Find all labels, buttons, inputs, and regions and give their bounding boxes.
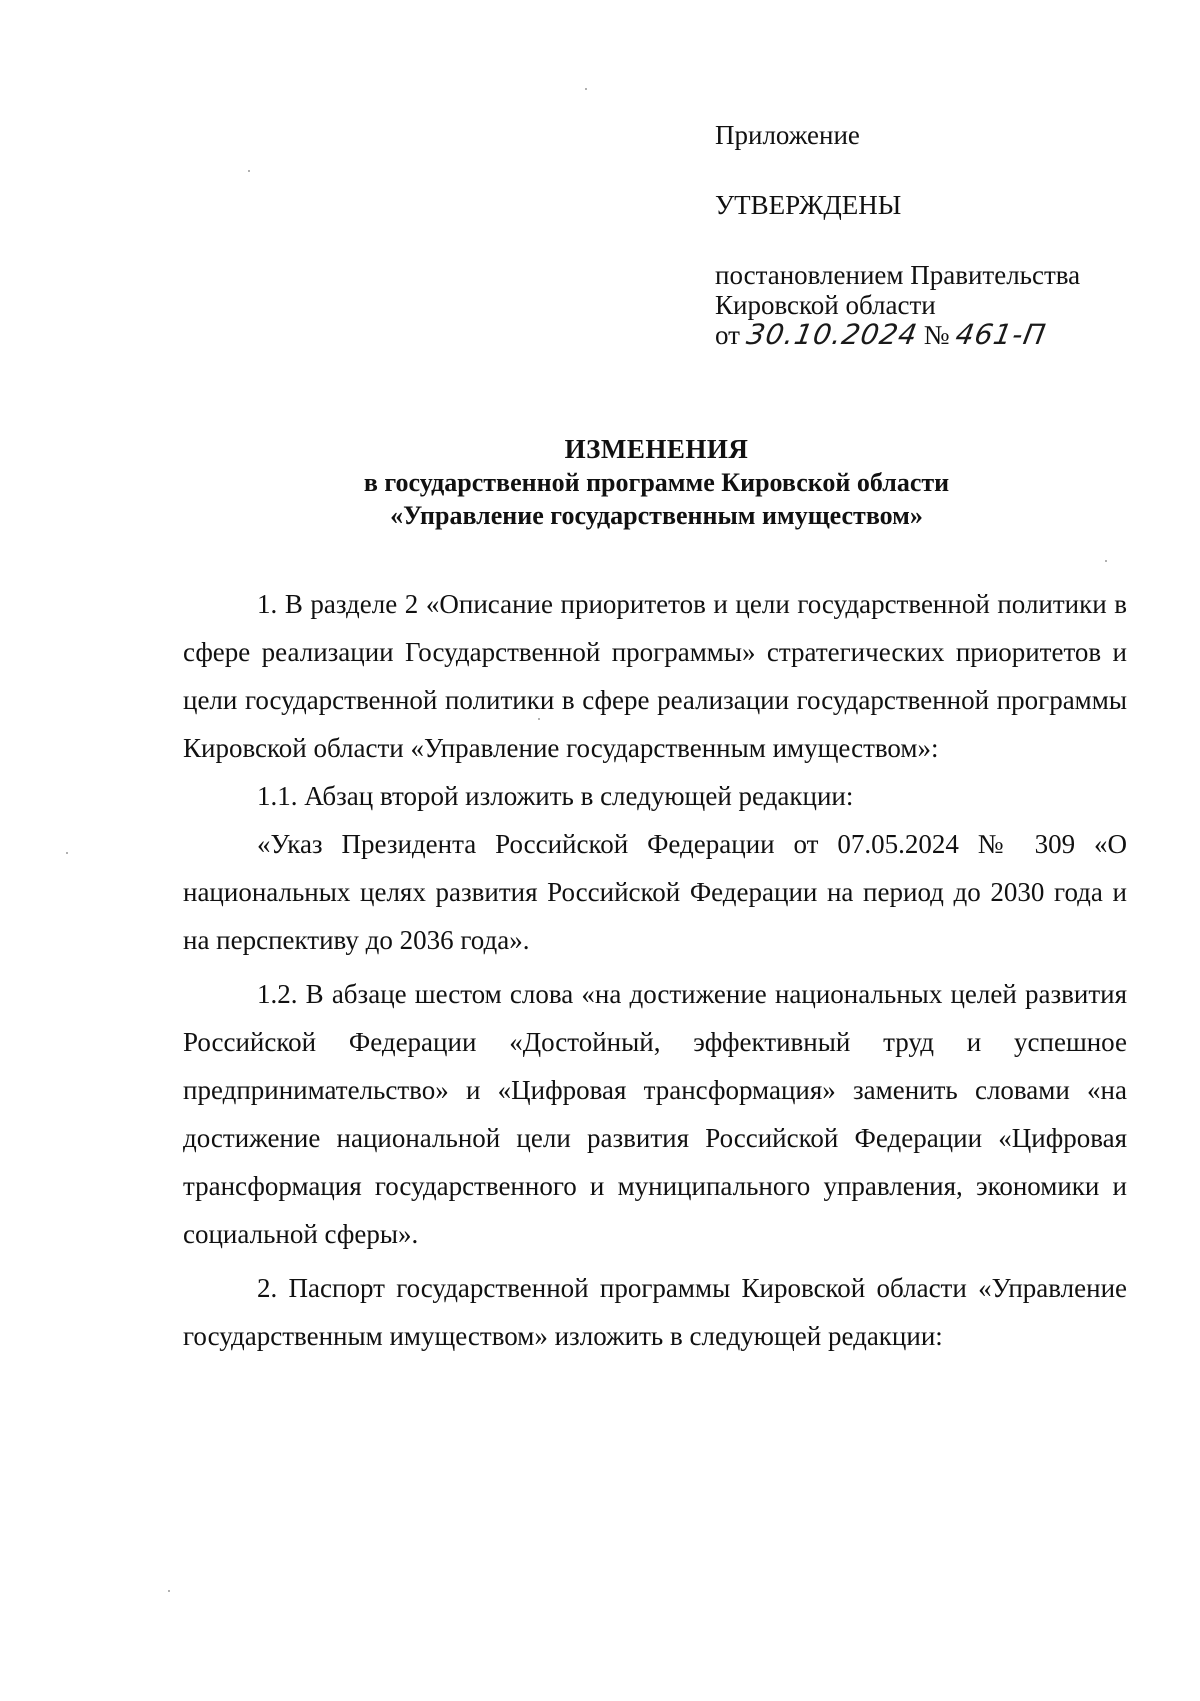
paragraph-1-1-text: «Указ Президента Российской Федерации от 07.05.2024 № 309 «О национальных целях развития Российской Федерации на период до 2030 года и на перспективу до 2036 года». — [183, 829, 1127, 955]
paragraph-1-1: 1.1. Абзац второй изложить в следующей редакции: — [257, 781, 854, 811]
handwritten-date: 30.10.2024 — [743, 318, 921, 351]
scan-speck — [168, 1590, 170, 1592]
approved-by-line-2: Кировской области — [715, 290, 936, 320]
handwritten-number: 461-П — [953, 318, 1049, 351]
paragraph-1: 1. В разделе 2 «Описание приоритетов и цели государственной политики в сфере реализации Государственной программы» стратегических приоритетов и цели государственной политики в сфере реализации государственной программы Кировской области «Управление государственным имуществом»: — [183, 589, 1127, 763]
approved-by-line-1: постановлением Правительства — [715, 260, 1081, 290]
approval-block — [715, 120, 1080, 350]
scan-speck — [585, 88, 587, 90]
approved-label: УТВЕРЖДЕНЫ — [715, 190, 902, 220]
appendix-label: Приложение — [715, 120, 860, 150]
scan-speck — [66, 852, 68, 854]
document-title — [0, 433, 1200, 532]
paragraph-2: 2. Паспорт государственной программы Кировской области «Управление государственным имуществом» изложить в следующей редакции: — [183, 1273, 1127, 1351]
title-line-2: в государственной программе Кировской области — [363, 468, 950, 497]
title-main: ИЗМЕНЕНИЯ — [564, 434, 749, 464]
document-body — [183, 580, 1127, 1360]
date-prefix: от — [715, 320, 740, 350]
approval-date-line — [715, 320, 1080, 350]
number-sign: № — [923, 320, 950, 350]
paragraph-1-2: 1.2. В абзаце шестом слова «на достижение национальных целей развития Российской Федерации «Достойный, эффективный труд и успешное предпринимательство» и «Цифровая трансформация» заменить словами «на достижение национальной цели развития Российской Федерации «Цифровая трансформация государственного и муниципального управления, экономики и социальной сферы». — [183, 979, 1127, 1249]
scan-speck — [1105, 560, 1107, 562]
scan-speck — [248, 170, 250, 172]
title-line-3: «Управление государственным имуществом» — [390, 501, 923, 530]
scan-speck — [538, 718, 540, 720]
